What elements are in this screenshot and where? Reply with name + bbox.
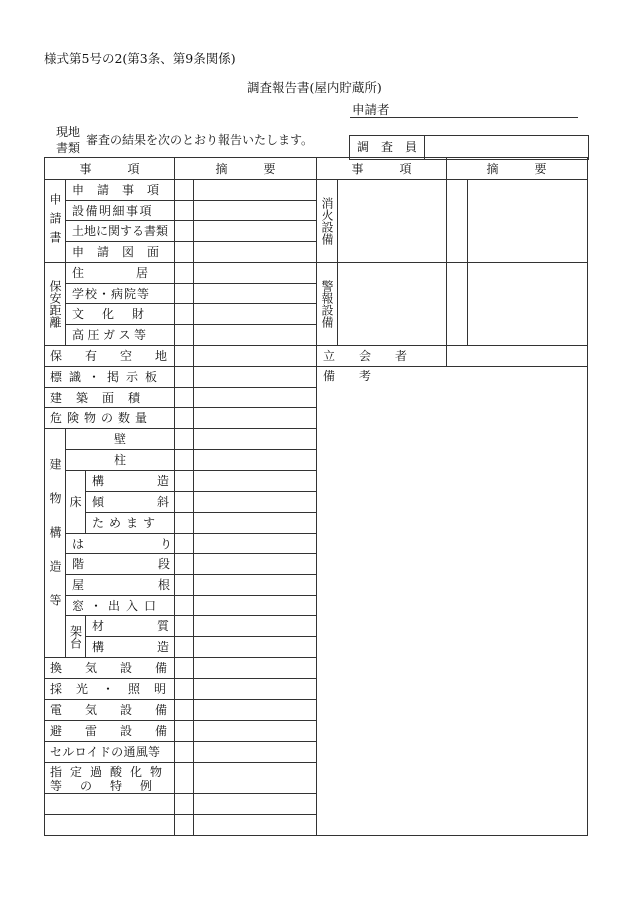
fire-equipment-label: 消火設備 (320, 197, 334, 245)
row-stairs: 階段 (72, 557, 245, 571)
row-roof: 屋根 (72, 578, 245, 592)
col-header-summary-right: 摘 要 (486, 162, 547, 176)
row-floor-sump: ためます (92, 516, 161, 530)
row-peroxide-line2: 等の特例 (50, 779, 171, 793)
documents-label: 書類 (56, 141, 81, 155)
row-lightning-protection: 避雷設備 (50, 724, 191, 738)
row-high-pressure-gas: 高圧ガス等 (72, 328, 150, 342)
applicant-line (350, 117, 578, 118)
row-signage: 標識・掲示板 (50, 370, 165, 384)
inspector-field[interactable] (425, 136, 586, 158)
row-cultural-property: 文化財 (72, 307, 163, 321)
row-wall: 壁 (113, 432, 126, 446)
row-electrical: 電気設備 (50, 703, 191, 717)
row-hazard-quantity: 危険物の数量 (50, 411, 153, 425)
row-floor-structure: 構造 (92, 474, 223, 488)
document-title: 調査報告書(屋内貯蔵所) (247, 80, 382, 95)
applicant-label: 申請者 (352, 102, 390, 117)
row-building-area: 建築面積 (50, 390, 155, 405)
row-pillar: 柱 (113, 453, 126, 467)
row-rack-material: 材質 (92, 619, 223, 633)
onsite-label: 現地 (56, 125, 81, 139)
row-land-documents: 土地に関する書類 (72, 224, 169, 238)
row-celluloid: セルロイドの通風等 (50, 745, 161, 759)
form-number: 様式第5号の2(第3条、第9条関係) (44, 51, 236, 66)
row-holding-space: 保有空地 (50, 349, 191, 363)
report-statement: 審査の結果を次のとおり報告いたします。 (86, 133, 314, 147)
inspector-label: 調 査 員 (356, 140, 417, 154)
application-group-label: 申請書 (48, 192, 62, 250)
col-header-summary: 摘 要 (215, 162, 276, 176)
row-equipment-details: 設備明細事項 (72, 203, 154, 218)
row-schools-hospitals: 学校・病院等 (72, 286, 151, 301)
row-peroxide-line1: 指定過酸化物 (50, 765, 171, 779)
alarm-equipment-label: 警報設備 (320, 280, 334, 328)
remarks-field[interactable] (317, 385, 586, 834)
row-rack-structure: 構造 (92, 640, 223, 654)
row-application-drawings: 申請図面 (72, 245, 173, 259)
structure-group-label: 建物構造等 (48, 458, 62, 628)
floor-group-label: 床 (69, 495, 82, 509)
row-lighting: 採光・照明 (50, 682, 181, 696)
witness-field[interactable] (447, 346, 586, 366)
row-residence: 住居 (72, 266, 201, 280)
row-floor-slope: 傾斜 (92, 495, 223, 509)
row-beam: はり (72, 536, 249, 551)
rack-group-label: 架台 (68, 624, 83, 649)
row-window-door: 窓・出入口 (72, 598, 163, 613)
remarks-label: 備 考 (323, 369, 372, 383)
witness-label: 立 会 者 (323, 349, 408, 363)
row-ventilation: 換気設備 (50, 661, 191, 675)
safety-group-label: 保安距離 (48, 280, 62, 328)
row-application-items: 申請事項 (72, 183, 173, 197)
col-header-item: 事 項 (79, 162, 140, 176)
col-header-item-right: 事 項 (351, 162, 412, 176)
